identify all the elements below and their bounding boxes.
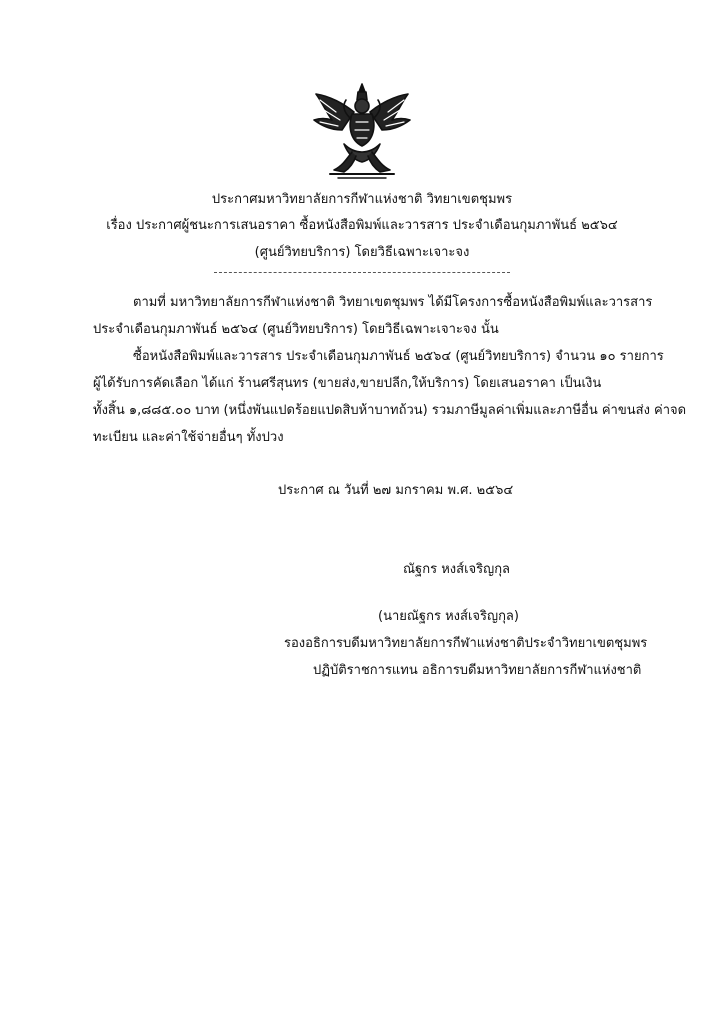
signatory-full-name: (นายณัฐกร หงส์เจริญกุล) [378, 609, 519, 624]
subject-line-2: (ศูนย์วิทยบริการ) โดยวิธีเฉพาะเจาะจง [254, 245, 470, 260]
separator-line [214, 272, 510, 273]
paragraph-2-line-2: ผู้ได้รับการคัดเลือก ได้แก่ ร้านศรีสุนทร (ขายส่ง,ขายปลีก,ให้บริการ) โดยเสนอราคา เป็นเงิน [93, 376, 602, 391]
paragraph-2-line-4: ทะเบียน และค่าใช้จ่ายอื่นๆ ทั้งปวง [93, 430, 284, 445]
announcement-title: ประกาศมหาวิทยาลัยการกีฬาแห่งชาติ วิทยาเขตชุมพร [211, 192, 513, 207]
paragraph-2-line-1: ซื้อหนังสือพิมพ์และวารสาร ประจำเดือนกุมภาพันธ์ ๒๕๖๔ (ศูนย์วิทยบริการ) จำนวน ๑๐ รายการ [133, 349, 664, 364]
signatory-position-1: รองอธิการบดีมหาวิทยาลัยการกีฬาแห่งชาติประจำวิทยาเขตชุมพร [284, 636, 648, 651]
paragraph-1-line-1: ตามที่ มหาวิทยาลัยการกีฬาแห่งชาติ วิทยาเขตชุมพร ได้มีโครงการซื้อหนังสือพิมพ์และวารสาร [133, 295, 653, 310]
signatory-position-2: ปฏิบัติราชการแทน อธิการบดีมหาวิทยาลัยการกีฬาแห่งชาติ [313, 663, 642, 678]
paragraph-1-line-2: ประจำเดือนกุมภาพันธ์ ๒๕๖๔ (ศูนย์วิทยบริการ) โดยวิธีเฉพาะเจาะจง นั้น [93, 322, 499, 337]
garuda-emblem-icon [308, 82, 416, 182]
signature-name: ณัฐกร หงส์เจริญกุล [403, 562, 511, 577]
paragraph-2-line-3: ทั้งสิ้น ๑,๘๘๕.๐๐ บาท (หนึ่งพันแปดร้อยแปดสิบห้าบาทถ้วน) รวมภาษีมูลค่าเพิ่มและภาษีอื่น ค่าขนส่ง ค่าจด [93, 403, 687, 418]
subject-line: เรื่อง ประกาศผู้ชนะการเสนอราคา ซื้อหนังสือพิมพ์และวารสาร ประจำเดือนกุมภาพันธ์ ๒๕๖๔ [106, 218, 618, 233]
announcement-date: ประกาศ ณ วันที่ ๒๗ มกราคม พ.ศ. ๒๕๖๔ [278, 483, 514, 498]
